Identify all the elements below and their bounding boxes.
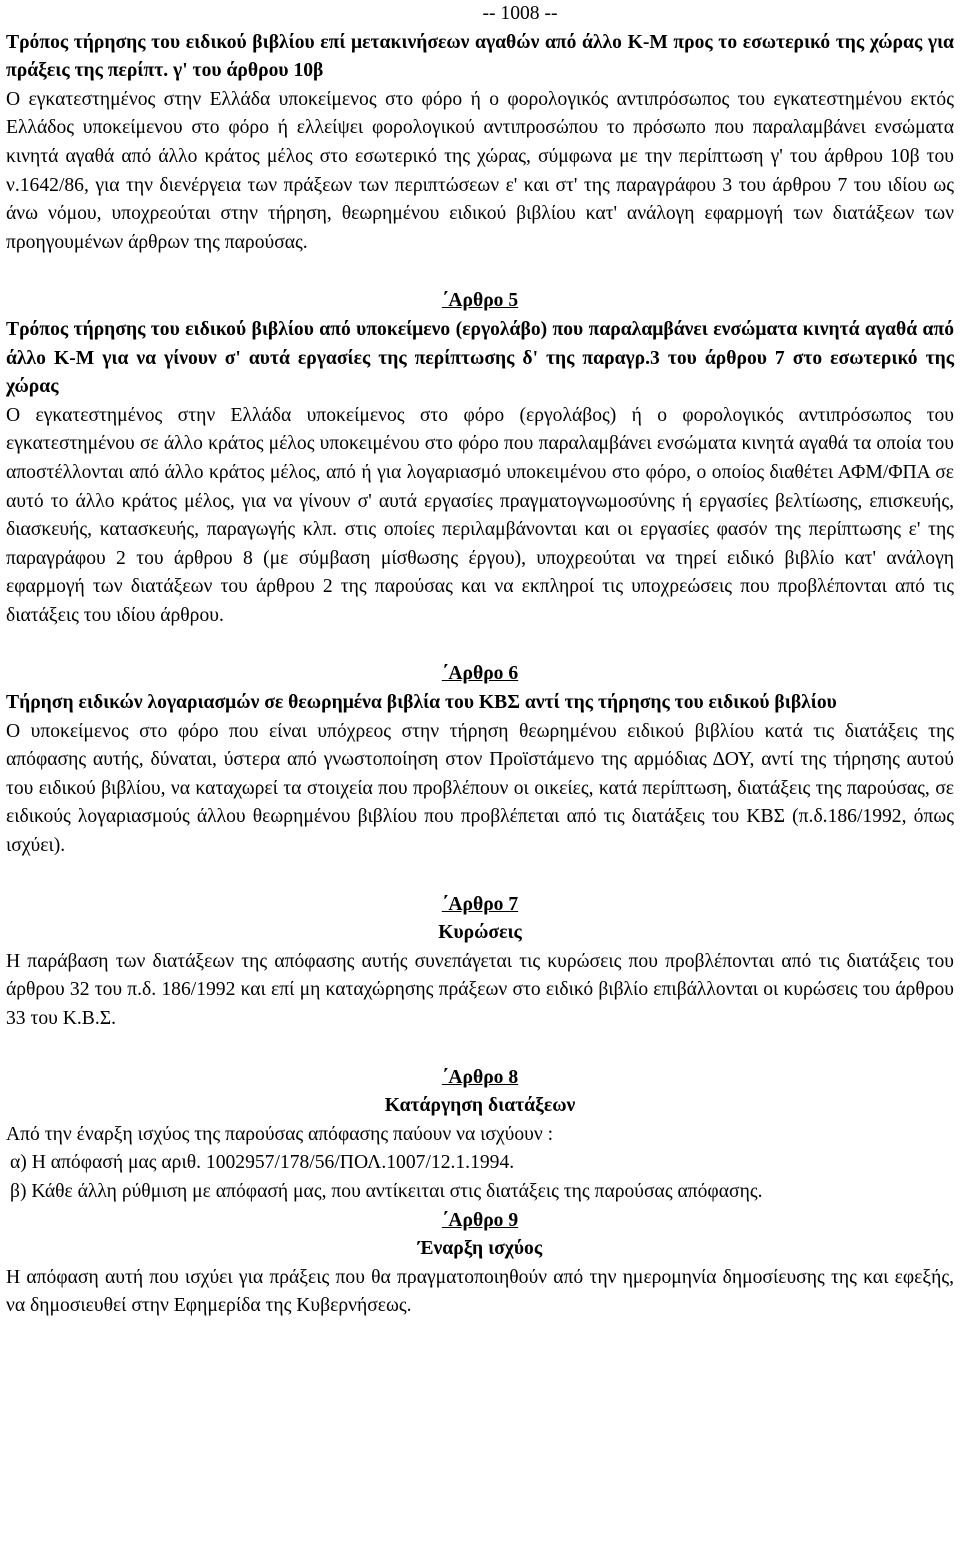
- spacer: [6, 1034, 954, 1064]
- intro-body: Ο εγκατεστημένος στην Ελλάδα υποκείμενος στο φόρο ή ο φορολογικός αντιπρόσωπος του εγκατεστημένου εκτός Ελλάδος υποκείμενου στο φόρο ή ελλείψει φορολογικού αντιπροσώπου το πρόσωπο που παραλαμβάνει ενσώματα κινητά αγαθά από άλλο κράτος μέλος στο εσωτερικό της χώρας, σύμφωνα με την περίπτωση γ' του άρθρου 10β του ν.1642/86, για την διενέργεια των πράξεων των περιπτώσεων ε' και στ' της παραγράφου 3 του άρθρου 7 του ιδίου ως άνω νόμου, υποχρεούται στην τήρηση, θεωρημένου ειδικού βιβλίου κατ' ανάλογη εφαρμογή των διατάξεων των προηγουμένων άρθρων της παρούσας.: [6, 88, 954, 253]
- article-5-number: ΄Αρθρο 5: [441, 290, 519, 312]
- article-6-number: ΄Αρθρο 6: [441, 663, 519, 685]
- article-9-heading: Έναρξη ισχύος: [417, 1238, 543, 1260]
- article-5-heading: Τρόπος τήρησης του ειδικού βιβλίου από υποκείμενο (εργολάβο) που παραλαμβάνει ενσώματα κινητά αγαθά από άλλο Κ-Μ για να γίνουν σ' αυτά εργασίες της περίπτωσης δ' της παραγρ.3 του άρθρου 7 στο εσωτερικό της χώρας: [6, 318, 954, 398]
- article-9-body: Η απόφαση αυτή που ισχύει για πράξεις που θα πραγματοποιηθούν από την ημερομηνία δημοσίευσης της και εφεξής, να δημοσιευθεί στην Εφημερίδα της Κυβερνήσεως.: [6, 1266, 954, 1317]
- spacer: [6, 630, 954, 660]
- spacer: [6, 257, 954, 287]
- article-8-item-b: β) Κάθε άλλη ρύθμιση με απόφασή μας, που αντίκειται στις διατάξεις της παρούσας απόφασης.: [10, 1180, 763, 1202]
- article-5-body: Ο εγκατεστημένος στην Ελλάδα υποκείμενος στο φόρο (εργολάβος) ή ο φορολογικός αντιπρόσωπος του εγκατεστημένου σε άλλο κράτος μέλος υποκειμένου στο φόρο που παραλαμβάνει ενσώματα κινητά αγαθά τα οποία του αποστέλλονται από άλλο κράτος μέλος, από ή για λογαριασμό υποκειμένου στο φόρο, ο οποίος διαθέτει ΑΦΜ/ΦΠΑ σε αυτό το άλλο κράτος μέλος, για να γίνουν σ' αυτά εργασίες πραγματογνωμοσύνης ή εργασίες βελτίωσης, επισκευής, διασκευής, κατασκευής, παραγωγής κλπ. στις οποίες περιλαμβάνονται και οι εργασίες φασόν της περίπτωσης ε' της παραγράφου 2 του άρθρου 8 (με σύμβαση μίσθωσης έργου), υποχρεούται να τηρεί ειδικό βιβλίο κατ' ανάλογη εφαρμογή των διατάξεων του άρθρου 2 της παρούσας και να εκπληροί τις υποχρεώσεις που προβλέπονται από τις διατάξεις του ιδίου άρθρου.: [6, 404, 954, 626]
- article-6-body: Ο υποκείμενος στο φόρο που είναι υπόχρεος στην τήρηση θεωρημένου ειδικού βιβλίου κατά τις διατάξεις της απόφασης αυτής, δύναται, ύστερα από γνωστοποίηση στον Προϊστάμενο της αρμόδιας ΔΟΥ, αντί της τήρησης αυτού του ειδικού βιβλίου, να καταχωρεί τα στοιχεία που προβλέπουν οι οικείες, κατά περίπτωση, διατάξεις της παρούσας, σε ειδικούς λογαριασμούς άλλου θεωρημένου βιβλίου που προβλέπεται από τις διατάξεις του ΚΒΣ (π.δ.186/1992, όπως ισχύει).: [6, 720, 954, 857]
- article-8-body: Από την έναρξη ισχύος της παρούσας απόφασης παύουν να ισχύουν :: [6, 1123, 554, 1145]
- article-9-number: ΄Αρθρο 9: [441, 1209, 519, 1231]
- article-8-heading: Κατάργηση διατάξεων: [384, 1095, 576, 1117]
- article-6-heading: Τήρηση ειδικών λογαριασμών σε θεωρημένα βιβλία του ΚΒΣ αντί της τήρησης του ειδικού βιβλίου: [6, 692, 837, 714]
- spacer: [6, 861, 954, 891]
- intro-heading: Τρόπος τήρησης του ειδικού βιβλίου επί μετακινήσεων αγαθών από άλλο Κ-Μ προς το εσωτερικό της χώρας για πράξεις της περίπτ. γ' του άρθρου 10β: [6, 31, 954, 82]
- article-7-number: ΄Αρθρο 7: [441, 893, 519, 915]
- article-7-heading: Κυρώσεις: [438, 922, 522, 944]
- article-8-item-a: α) Η απόφασή μας αριθ. 1002957/178/56/ΠΟΛ.1007/12.1.1994.: [10, 1152, 515, 1174]
- page-number: -- 1008 --: [482, 3, 558, 24]
- article-8-number: ΄Αρθρο 8: [441, 1066, 519, 1088]
- article-7-body: Η παράβαση των διατάξεων της απόφασης αυτής συνεπάγεται τις κυρώσεις που προβλέπονται από τις διατάξεις του άρθρου 32 του π.δ. 186/1992 και επί μη καταχώρησης πράξεων στο ειδικό βιβλίο επιβάλλονται οι κυρώσεις του άρθρου 33 του Κ.Β.Σ.: [6, 950, 954, 1029]
